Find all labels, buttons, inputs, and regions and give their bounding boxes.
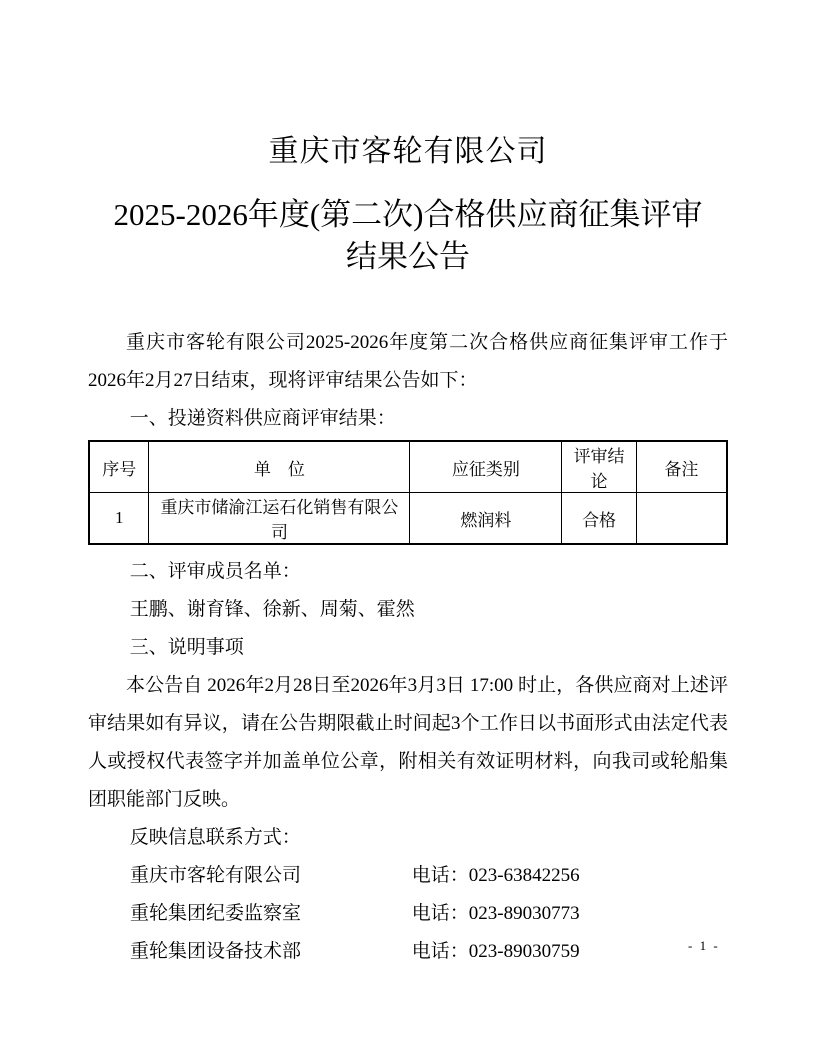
table-header-row (89, 441, 727, 493)
contacts-heading: 反映信息联系方式： (129, 827, 301, 848)
table-cell-unit: 重庆市储渝江运石化销售有限公司 (149, 493, 410, 545)
table-cell-remarks (636, 493, 727, 545)
document-title: 重庆市客轮有限公司 (268, 135, 548, 168)
section-2-heading: 二、评审成员名单： (129, 561, 301, 582)
table-cell-category: 燃润料 (410, 493, 562, 545)
table-row (89, 493, 727, 545)
table-header-conclusion: 评审结论 (562, 441, 637, 493)
document-subtitle-line2: 结果公告 (346, 239, 470, 274)
document-subtitle-line1: 2025-2026年度(第二次)合格供应商征集评审 (113, 197, 703, 232)
contact-row (88, 857, 728, 895)
contact-org: 重轮集团设备技术部 (130, 941, 302, 962)
contact-org: 重庆市客轮有限公司 (130, 865, 302, 886)
reviewer-names: 王鹏、谢育锋、徐新、周菊、霍然 (129, 599, 415, 620)
section-3-paragraph: 本公告自 2026年2月28日至2026年3月3日 17:00 时止，各供应商对上述评审结果如有异议，请在公告期限截止时间起3个工作日以书面形式由法定代表人或授权代表签字并加盖单位公章，附相关有效证明材料，向我司或轮船集团职能部门反映。 (88, 675, 728, 810)
supplier-review-table (88, 440, 728, 545)
contact-org: 重轮集团纪委监察室 (130, 903, 302, 924)
section-1-heading: 一、投递资料供应商评审结果： (129, 408, 396, 429)
table-header-category: 应征类别 (410, 441, 562, 493)
table-header-remarks: 备注 (636, 441, 727, 493)
table-cell-index: 1 (89, 493, 149, 545)
page-number: - 1 - (688, 938, 720, 953)
section-3-heading: 三、说明事项 (129, 637, 244, 658)
table-header-unit: 单 位 (149, 441, 410, 493)
contact-phone: 电话：023-89030773 (411, 903, 580, 924)
contact-phone: 电话：023-63842256 (411, 865, 580, 886)
document-subtitle (88, 194, 728, 278)
intro-paragraph: 重庆市客轮有限公司2025-2026年度第二次合格供应商征集评审工作于 2026年2月27日结束，现将评审结果公告如下： (88, 332, 728, 391)
table-header-index: 序号 (89, 441, 149, 493)
table-cell-conclusion: 合格 (562, 493, 637, 545)
contact-row (88, 895, 728, 933)
contact-phone: 电话：023-89030759 (411, 941, 580, 962)
contact-row (88, 933, 728, 971)
